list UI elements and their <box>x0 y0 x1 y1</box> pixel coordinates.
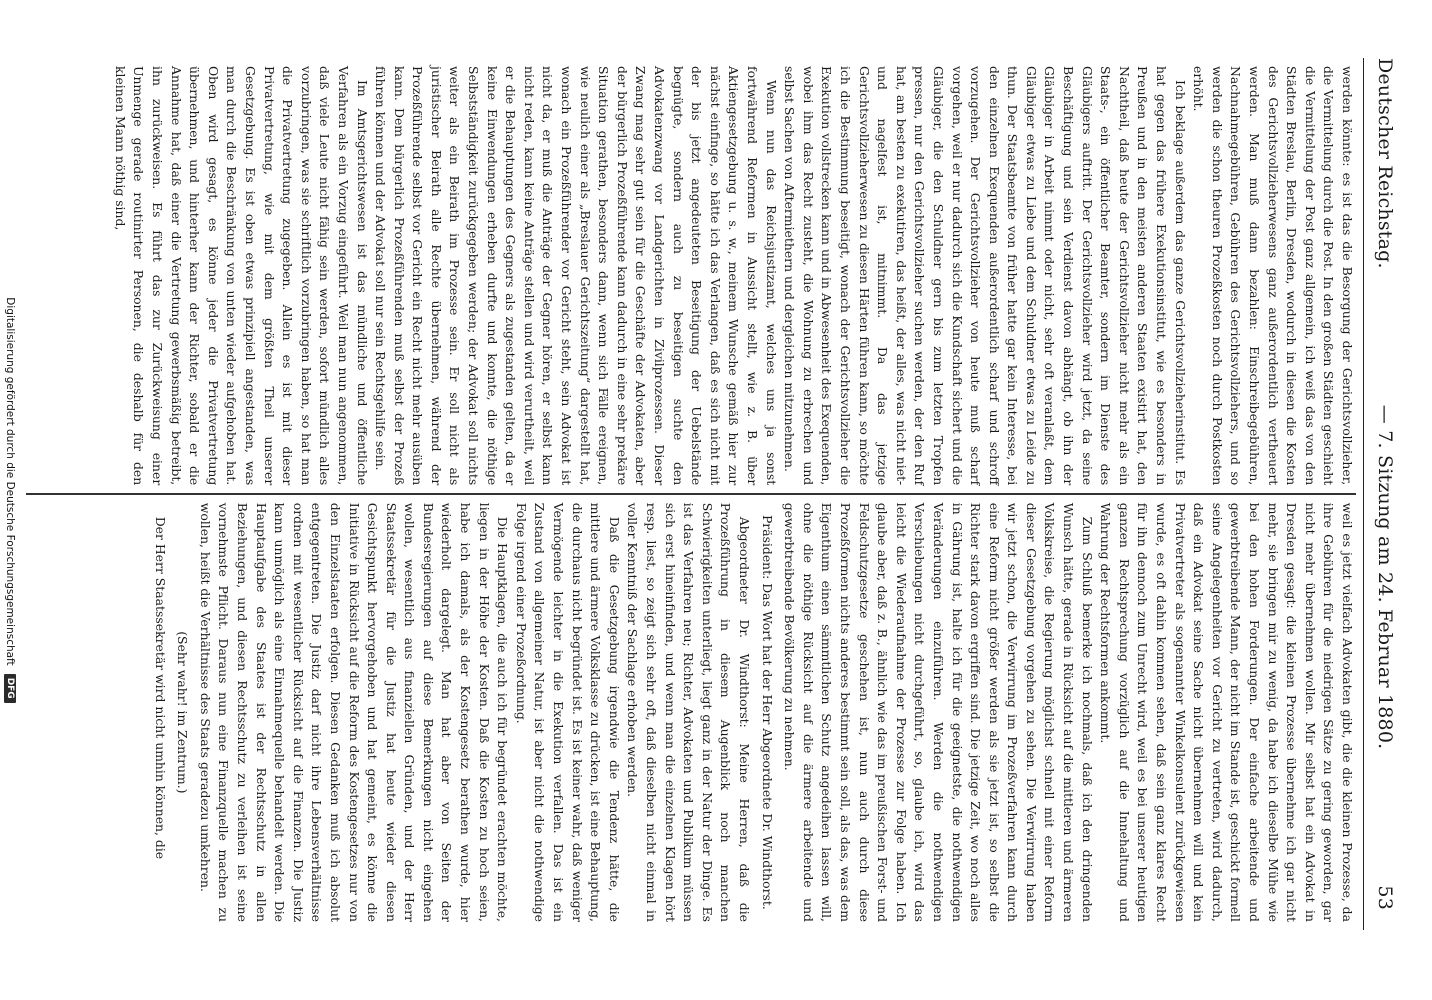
text-columns <box>26 58 1356 930</box>
paragraph: Im Amtsgerichtswesen ist das mündliche und öffentliche Verfahren als ein Vorzug eingeführt. Weil man nun angenommen, daß viele Leute nicht fähig sein werden, sofort mündlich alles vorzubringen, was sie schriftlich vorzubringen haben, so hat man die Privatvertretung zugegeben. Allein es ist mit dieser Privatvertretung, wie mit dem größten Theil unserer Gesetzgebung. Es ist oben etwas prinzipiell angestanden, was man durch die Beschränkung von unten wieder aufgehoben hat. Oben wird gesagt, es könne jeder die Privatvertretung übernehmen, und hinterher kann der Richter, sobald er die Annahme hat, daß einer die Vertretung gewerbsmäßig betreibt, ihn zurückweisen. Es führt das zur Zurückweisung einer Unmenge gerade routinirter Personen, die deshalb für den kleinen Mann nöthig sind, <box>112 66 370 486</box>
text-column-right <box>26 495 1356 930</box>
paragraph: Wenn nun das Reichsjustizamt, welches uns ja sonst fortwährend Reformen in Aussicht stellt, wie z. B. über Aktiengesetzgebung u. s. w., meinem Wunsche gemäß hier zur nächst einfinge, so hätte ich das Verlangen, daß es sich nicht mit der bis jetzt angedeuteten Beseitigung der Uebelstände begnügte, sondern auch zu beseitigen suchte den Advokatenzwang vor Landgerichten in Zivilprozessen. Dieser Zwang mag sehr gut sein für die Geschäfte der Advokaten, aber der bürgerlich Prozeßführende kann dadurch in eine sehr prekäre Situation gerathen, besonders dann, wenn sich Fälle ereignen, wie neulich einer als „Breslauer Gerichtszeitung“ dargestellt hat, wonach ein Prozeßführender vor Gericht steht, sein Advokat ist nicht da, er muß die Anträge der Gegner hören, er selbst kann nicht reden, kann keine Anträge stellen und wird verurtheilt, weil er die Behauptungen des Gegners als zugestanden gelten, da er keine Einwendungen erheben durfte und konnte, die nöthige Selbstständigkeit zurückgegeben werden; der Advokat soll nichts weiter als ein Beirath im Prozesse sein. Er soll nicht als juristischer Beirath alle Rechte übernehmen, während der Prozeßführende selbst vor Gericht ein Recht nicht mehr ausüben kann. Dem bürgerlich Prozeßführenden muß selbst der Prozeß führen können und der Advokat soll nur sein Rechtsgehilfe sein. <box>373 66 779 486</box>
paragraph: werden könnte: es ist das die Besorgung der Gerichtsvollzieher, die Vermittelung durch die Post. In den großen Städten geschieht die Vermittelung der Post ganz allgemein, ich weiß das von den Städten Breslau, Berlin, Dresden, wodurch in diesen die Kosten des Gerichtsvollzieherwesens ganz außerordentlich vertheuert werden. Man muß dann bezahlen: Einschreibegebühren, Nachnahmegebühren, Gebühren des Gerichtsvollziehers, und so werden die schon theuren Prozeßkosten noch durch Postkosten erhöht. <box>1191 66 1355 486</box>
header-center: — 7. Sitzung am 24. Februar 1880. <box>1374 404 1396 750</box>
paragraph: weil es jetzt vielfach Advokaten gibt, die die kleinen Prozesse, da ihre Gebühren für die niedrigen Sätze zu gering geworden, gar nicht mehr übernehmen wollen. Mir selbst hat ein Advokat in Dresden gesagt: die kleinen Prozesse übernehme ich gar nicht mehr, sie bringen mir zu wenig, da habe ich dieselbe Mühe wie bei den hohen Forderungen. Der einfache arbeitende und gewerbtreibende Mann, der nicht im Stande ist, geschickt formell seine Angelegenheiten vor Gericht zu vertreten, wird dadurch, daß ein Advokat seine Sache nicht übernehmen will und kein Privatvertreter als sogenannter Winkelkonsulent zurückgewiesen wurde, es oft dahin kommen sehen, daß sein ganz klares Recht für ihn dennoch zum Unrecht wird, weil es bei unserer heutigen ganzen Rechtsprechung vorzüglich auf die Innehaltung und Wahrung der Rechtsformen ankommt. <box>1098 502 1355 922</box>
paragraph: Ich beklage außerdem das ganze Gerichtsvollzieherinstitut. Es hat gegen das frühere Exekutionsinstitut, wie es besonders in Preußen und in den meisten anderen Staaten existirt hat, den Nachtheil, daß heute der Gerichtsvollzieher nicht mehr als ein Staats-, ein öffentlicher Beamter, sondern im Dienste des Gläubigers auftritt. Der Gerichtsvollzieher wird jetzt, da seine Beschäftigung und sein Verdienst davon abhängt, ob ihn der Gläubiger in Arbeit nimmt oder nicht, sehr oft veranlaßt, dem Gläubiger etwas zu Liebe und dem Schuldner etwas zu Leide zu thun. Der Staatsbeamte von früher hatte gar kein Interesse, bei den einzelnen Exequenden außerordentlich scharf und schroff vorzugehen. Der Gerichtsvollzieher von heute muß scharf vorgehen, weil er nur dadurch sich die Kundschaft sichert und die Gläubiger, die den Schuldner gern bis zum letzten Tropfen pressen, nur den Gerichtsvollzieher suchen werden, der den Ruf hat, am besten zu exekutiren, das heißt, der alles, was nicht niet- und nagelfest ist, mitnimmt. Da das jetzige Gerichtsvollzieherwesen zu diesen Härten führen kann, so möchte ich die Bestimmung beseitigt, wonach der Gerichtsvollzieher die Exekution vollstrecken kann und in Abwesenheit des Exequenden, wobei ihm das Recht zusteht, die Wohnung zu erbrechen und selbst Sachen von Aftermiethern und dergleichen mitzunehmen. <box>782 66 1188 486</box>
paragraph: Daß die Gesetzgebung irgendwie die Tendenz hätte, die mittlere und ärmere Volksklasse zu drücken, ist eine Behauptung, die durchaus nicht begründet ist. Es ist keiner wahr, daß weniger Vermögende leichter in die Exekution verfallen. Das ist ein Zustand von allgemeiner Natur, ist aber nicht die nothwendige Folge irgend einer Prozeßordnung. <box>513 502 622 922</box>
header-rule <box>1363 58 1364 930</box>
dfg-logo: DFG <box>4 674 16 703</box>
paragraph: Abgeordneter Dr. Windthorst: Meine Herren, daß die Prozeßführung in diesem Augenblick noch manchen Schwierigkeiten unterliegt, liegt ganz in der Natur der Dinge. Es ist das Verfahren neu; Richter, Advokaten und Publikum müssen sich erst hineinfinden, und wenn man die einzelnen Klagen hört resp. liest, so zeigt sich sehr oft, daß dieselben nicht einmal in voller Kenntniß der Sachlage erhoben werden. <box>625 502 752 922</box>
digitization-credit <box>0 0 20 1000</box>
paragraph: Zum Schluß bemerke ich nochmals, daß ich den dringenden Wunsch hätte, gerade in Rücksicht auf die mittleren und ärmeren Volkskreise, die Regierung möglichst schnell mit einer Reform dieser Gesetzgebung vorgehen zu sehen. Die Verwirrung haben wir jetzt schon, die Verwirrung im Prozeßverfahren kann durch eine Reform nicht größer werden als sie jetzt ist, so selbst die Richter stark davon ergriffen sind. Die jetzige Zeit, wo noch alles in Gährung ist, halte ich für die geeignetste, die nothwendigen Veränderungen einzuführen. Werden die nothwendigen Verschiebungen nicht durchgeführt, so, glaube ich, wird das leicht die Wiederaufnahme der Prozesse zur Folge haben. Ich glaube aber, daß z. B., ähnlich wie das im preußischen Forst- und Feldschutzgesetze geschehen ist, nun auch durch diese Prozeßformen nichts anderes bestimmt sein soll, als das, was dem Eigenthum einen sämmtlichen Schutz angedeihen lassen will, ohne die nöthige Rücksicht auf die ärmere arbeitende und gewerbtreibende Bevölkerung zu nehmen. <box>782 502 1095 922</box>
page-number: 53 <box>1374 885 1396 910</box>
text-column-left <box>26 58 1356 493</box>
centered-line: (Sehr wahr! im Zentrum.) <box>175 631 191 794</box>
running-head <box>1366 58 1396 910</box>
header-left: Deutscher Reichstag. <box>1374 58 1396 269</box>
paragraph: Die Hauptklagen, die auch ich für begründet erachten möchte, liegen in der Höhe der Kosten. Daß die Kosten zu hoch seien, habe ich damals, als der Kostengesetz berathen wurde, hier wiederholt dargelegt. Man hat aber von Seiten der Bundesregierungen auf diese Bemerkungen nicht eingehen wollen, wesentlich aus finanziellen Gründen, und der Herr Staatssekretär für die Justiz hat heute wieder diesen Gesichtspunkt hervorgehoben und hat gemeint, es könne die Initiative in Rücksicht auf die Reform des Kostengesetzes nur von den Einzelstaaten erfolgen. Diesen Gedanken muß ich absolut entgegentreten. Die Justiz darf nicht ihre Lebensverhältnisse ordnen mit wesentlicher Rücksicht auf die Finanzen. Die Justiz kann unmöglich als eine Einnahmequelle behandelt werden. Die Hauptaufgabe des Staates ist der Rechtsschutz in allen Beziehungen, und diesen Rechtsschutz zu verleihen ist seine vornehmste Pflicht. Daraus nun eine Finanzquelle machen zu wollen, heißt die Verhältnisse des Staats geradezu umkehren. <box>197 502 511 922</box>
paragraph: Der Herr Staatssekretär wird nicht umhin können, die <box>152 516 168 860</box>
credit-text: Digitalisierung gefördert durch die Deutsche Forschungsgemeinschaft <box>4 297 16 666</box>
centered-line: Präsident: Das Wort hat der Herr Abgeordnete Dr. Windthorst. <box>759 514 775 910</box>
